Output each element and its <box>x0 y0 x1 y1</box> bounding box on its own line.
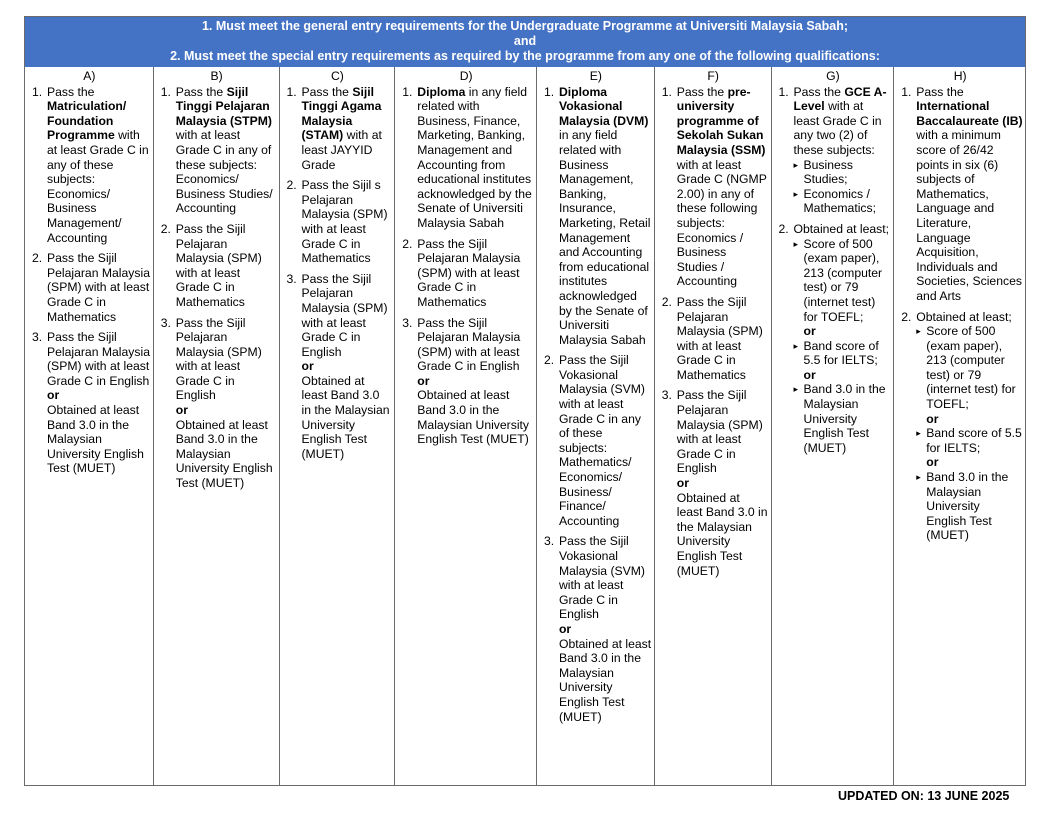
column-b <box>154 67 280 785</box>
updated-date: UPDATED ON: 13 JUNE 2025 <box>838 789 1010 803</box>
column-c <box>280 67 396 785</box>
column-label: A) <box>83 69 96 83</box>
column-label: E) <box>589 69 602 83</box>
list-item: 3. Pass the Sijil Pelajaran Malaysia (SPM) with at least Grade C in English or Obtained at least Band 3.0 in the Malaysian University English Test (MUET) <box>32 330 150 476</box>
column-g <box>772 67 895 785</box>
bullet-icon: ▸ <box>793 159 799 170</box>
list-item: 1. Pass the Sijil Tinggi Pelajaran Malaysia (STPM) with at least Grade C in any of these subjects: Economics/ Business Studies/ Accounting <box>160 84 273 216</box>
list-item: 1. Diploma Vokasional Malaysia (DVM) in any field related with Business Management, Banking, Insurance, Marketing, Retail Management and Accounting from educational institutes acknowledged by the Senate of Universiti Malaysia Sabah <box>543 84 651 347</box>
header-line-2: and <box>513 34 537 48</box>
column-label: C) <box>330 69 344 83</box>
header-line-3: 2. Must meet the special entry requirements as required by the programme from any one of the following qualifications: <box>170 49 880 63</box>
list-item: 3. Pass the Sijil Pelajaran Malaysia (SPM) with at least Grade C in English or Obtained at least Band 3.0 in the Malaysian University English Test (MUET) <box>160 315 273 491</box>
header-line-1: 1. Must meet the general entry requirements for the Undergraduate Programme at Universiti Malaysia Sabah; <box>201 19 849 33</box>
list-item: 1. Pass the GCE A-Level with at least Grade C in any two (2) of these subjects: ▸ Business Studies; ▸ Economics / Mathematics; <box>778 84 887 216</box>
column-d <box>395 67 537 785</box>
list-item: 2. Pass the Sijil Pelajaran Malaysia (SPM) with at least Grade C in Mathematics <box>661 294 763 382</box>
column-label: H) <box>953 69 967 83</box>
table-header <box>25 17 1025 67</box>
list-item: 2. Obtained at least; ▸ Score of 500 (exam paper), 213 (computer test) or 79 (internet test) for TOEFL; or ▸ Band score of 5.5 for IELTS; or ▸ Band 3.0 in the Malaysian University English Test (MUET) <box>778 221 890 455</box>
list-item: 3. Pass the Sijil Pelajaran Malaysia (SPM) with at least Grade C in English or Obtained at least Band 3.0 in the Malaysian University English Test (MUET) <box>402 315 530 447</box>
bullet-icon: ▸ <box>793 188 799 199</box>
list-item: 1. Pass the International Baccalaureate (IB) with a minimum score of 26/42 points in six (6) subjects of Mathematics, Language and Literature, Language Acquisition, Individuals and Societies, Sciences and Arts <box>901 84 1023 303</box>
column-h <box>894 67 1025 785</box>
list-item: 1. Pass the pre-university programme of Sekolah Sukan Malaysia (SSM) with at least Grade C (NGMP 2.00) in any of these following subjects: Economics / Business Studies / Accounting <box>661 84 767 289</box>
column-a <box>25 67 154 785</box>
column-f <box>655 67 772 785</box>
list-item: 1. Pass the Sijil Tinggi Agama Malaysia (STAM) with at least JAYYID Grade <box>286 84 382 172</box>
list-item: 3. Pass the Sijil Pelajaran Malaysia (SPM) with at least Grade C in English or Obtained at least Band 3.0 in the Malaysian University English Test (MUET) <box>286 271 390 461</box>
list-item: 3. Pass the Sijil Vokasional Malaysia (SVM) with at least Grade C in English or Obtained at least Band 3.0 in the Malaysian University English Test (MUET) <box>543 534 652 724</box>
list-item: 2. Pass the Sijil Pelajaran Malaysia (SPM) with at least Grade C in Mathematics <box>32 251 150 324</box>
column-e <box>537 67 655 785</box>
column-label: G) <box>826 69 840 83</box>
list-item: 2. Pass the Sijil Pelajaran Malaysia (SPM) with at least Grade C in Mathematics <box>160 221 262 309</box>
list-item: 2. Pass the Sijil Vokasional Malaysia (SVM) with at least Grade C in any of these subjects: Mathematics/ Economics/ Business/ Finance/ Accounting <box>543 353 645 528</box>
list-item: 2. Pass the Sijil s Pelajaran Malaysia (SPM) with at least Grade C in Mathematics <box>286 178 388 266</box>
bullet-icon: ▸ <box>916 472 921 483</box>
bullet-icon: ▸ <box>793 384 799 395</box>
qualification-columns <box>25 67 1025 785</box>
column-label: F) <box>707 69 719 83</box>
column-label: B) <box>210 69 223 83</box>
column-label: D) <box>459 69 473 83</box>
requirements-table <box>24 16 1026 786</box>
bullet-icon: ▸ <box>793 238 799 249</box>
bullet-icon: ▸ <box>793 340 799 351</box>
list-item: 2. Pass the Sijil Pelajaran Malaysia (SPM) with at least Grade C in Mathematics <box>402 236 521 309</box>
bullet-icon: ▸ <box>916 326 921 337</box>
list-item: 1. Diploma in any field related with Business, Finance, Marketing, Banking, Management and Accounting from educational institutes acknowledged by the Senate of Universiti Malaysia Sabah <box>402 84 532 230</box>
bullet-icon: ▸ <box>916 428 921 439</box>
list-item: 1. Pass the Matriculation/ Foundation Programme with at least Grade C in any of these subjects: Economics/ Business Management/ Accounting <box>32 84 149 245</box>
list-item: 2. Obtained at least; ▸ Score of 500 (exam paper), 213 (computer test) or 79 (internet test) for TOEFL; or ▸ Band score of 5.5 for IELTS; or ▸ Band 3.0 in the Malaysian University English Test (MUET) <box>901 309 1022 543</box>
list-item: 3. Pass the Sijil Pelajaran Malaysia (SPM) with at least Grade C in English or Obtained at least Band 3.0 in the Malaysian University English Test (MUET) <box>661 388 768 578</box>
